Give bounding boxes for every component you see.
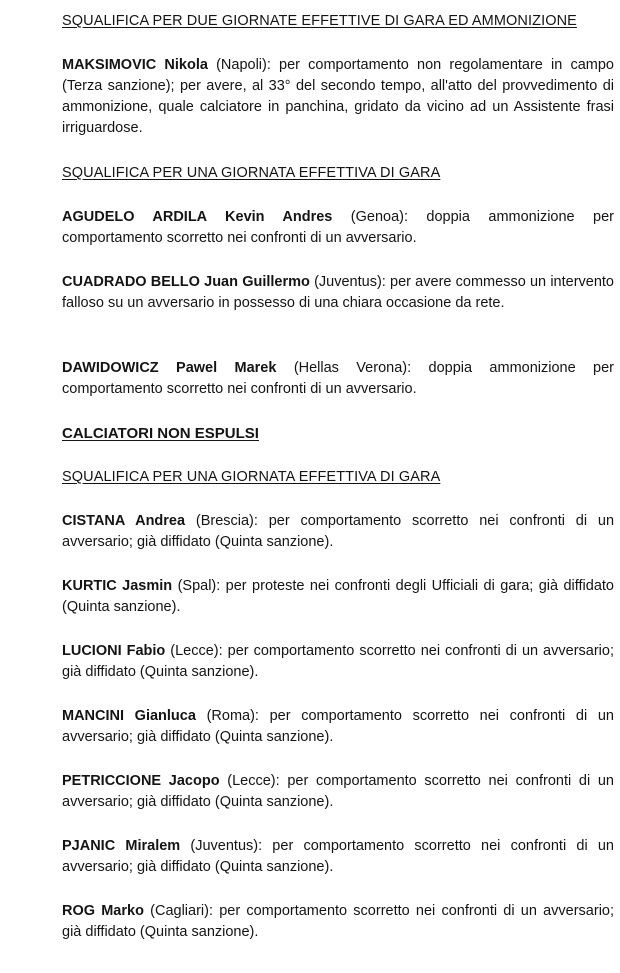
entry-cistana bbox=[62, 511, 614, 553]
section-heading: SQUALIFICA PER UNA GIORNATA EFFETTIVA DI GARA bbox=[62, 469, 441, 485]
player-name: DAWIDOWICZ Pawel Marek bbox=[62, 360, 277, 376]
disciplinary-entry bbox=[62, 771, 614, 813]
entry-agudelo bbox=[62, 207, 614, 249]
entry-petriccione bbox=[62, 771, 614, 813]
disciplinary-entry bbox=[62, 576, 614, 618]
entry-text: (Cagliari): per comportamento scorretto nei confronti di un avversario; già diffidato (Quinta sanzione). bbox=[62, 903, 615, 940]
disciplinary-entry bbox=[62, 358, 614, 400]
player-name: ROG Marko bbox=[62, 903, 144, 919]
entry-text: (Genoa): doppia ammonizione per comportamento scorretto nei confronti di un avversario. bbox=[62, 209, 614, 246]
disciplinary-entry bbox=[62, 272, 614, 314]
player-name: PJANIC Miralem bbox=[62, 838, 181, 854]
entry-text: (Spal): per proteste nei confronti degli Ufficiali di gara; già diffidato (Quinta sanzione). bbox=[62, 578, 614, 615]
entry-text: (Roma): per comportamento scorretto nei confronti di un avversario; già diffidato (Quinta sanzione). bbox=[62, 708, 614, 745]
player-name: MANCINI Gianluca bbox=[62, 708, 196, 724]
section-heading: SQUALIFICA PER DUE GIORNATE EFFETTIVE DI GARA ED AMMONIZIONE bbox=[62, 13, 577, 29]
entry-text: (Lecce): per comportamento scorretto nei confronti di un avversario; già diffidato (Quinta sanzione). bbox=[62, 643, 614, 680]
entry-text: (Juventus): per avere commesso un intervento falloso su un avversario in possesso di una chiara occasione da rete. bbox=[62, 274, 614, 311]
disciplinary-entry bbox=[62, 641, 614, 683]
entry-rog bbox=[62, 901, 614, 943]
disciplinary-entry bbox=[62, 836, 614, 878]
entry-text: (Lecce): per comportamento scorretto nei confronti di un avversario; già diffidato (Quinta sanzione). bbox=[62, 773, 615, 810]
entry-lucioni bbox=[62, 641, 614, 683]
disciplinary-entry bbox=[62, 511, 614, 553]
player-name: CUADRADO BELLO Juan Guillermo bbox=[62, 274, 310, 290]
player-name: AGUDELO ARDILA Kevin Andres bbox=[62, 209, 333, 225]
entry-text: (Hellas Verona): doppia ammonizione per comportamento scorretto nei confronti di un avversario. bbox=[62, 360, 614, 397]
entry-text: (Napoli): per comportamento non regolamentare in campo (Terza sanzione); per avere, al 33° del secondo tempo, all'atto del provvedimento di ammonizione, quale calciatore in panchina, gridato da vicino ad un Assistente frasi irriguardose. bbox=[62, 57, 614, 136]
category-heading: CALCIATORI NON ESPULSI bbox=[62, 425, 259, 442]
player-name: PETRICCIONE Jacopo bbox=[62, 773, 220, 789]
entry-mancini bbox=[62, 706, 614, 748]
entry-dawidowicz bbox=[62, 358, 614, 400]
entry-kurtic bbox=[62, 576, 614, 618]
disciplinary-entry bbox=[62, 207, 614, 249]
disciplinary-entry bbox=[62, 55, 614, 139]
player-name: LUCIONI Fabio bbox=[62, 643, 166, 659]
player-name: MAKSIMOVIC Nikola bbox=[62, 57, 208, 73]
entry-cuadrado bbox=[62, 272, 614, 314]
player-name: CISTANA Andrea bbox=[62, 513, 186, 529]
entry-text: (Brescia): per comportamento scorretto nei confronti di un avversario; già diffidato (Quinta sanzione). bbox=[62, 513, 615, 550]
entry-pjanic bbox=[62, 836, 614, 878]
entry-maksimovic bbox=[62, 55, 614, 139]
entry-text: (Juventus): per comportamento scorretto nei confronti di un avversario; già diffidato (Quinta sanzione). bbox=[62, 838, 614, 875]
player-name: KURTIC Jasmin bbox=[62, 578, 173, 594]
disciplinary-entry bbox=[62, 706, 614, 748]
section-heading: SQUALIFICA PER UNA GIORNATA EFFETTIVA DI GARA bbox=[62, 165, 441, 181]
disciplinary-entry bbox=[62, 901, 614, 943]
